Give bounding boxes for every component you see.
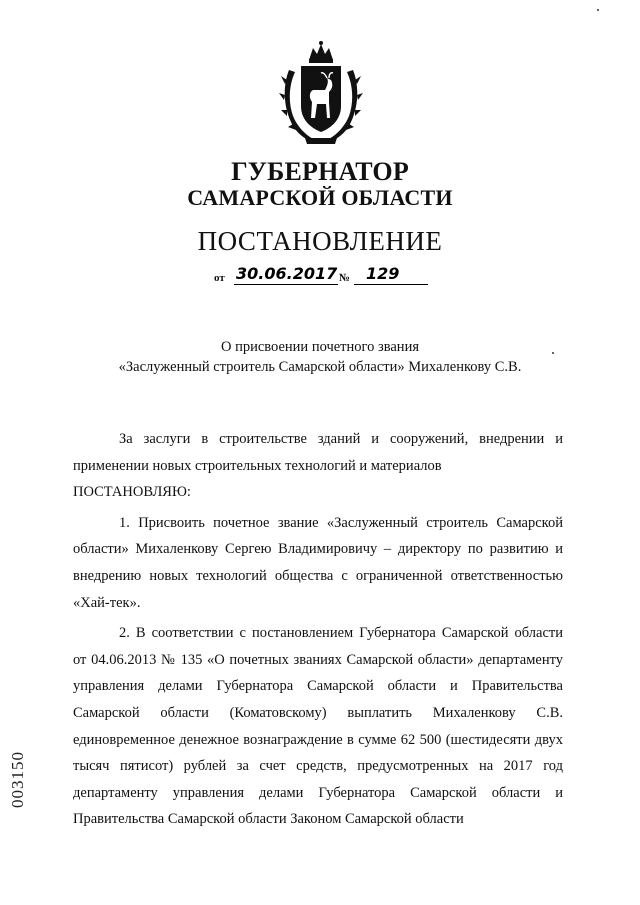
item-1-paragraph: 1. Присвоить почетное звание «Заслуженный строитель Самарской области» Михаленкову Сергею Владимировичу – директору по развитию и внедрению новых технологий общества с ограниченной ответственностью «Хай-тек». xyxy=(73,514,563,611)
number-label: № xyxy=(339,272,351,284)
scan-speck xyxy=(552,352,554,354)
number-underline xyxy=(354,284,428,285)
date-number-line xyxy=(214,266,434,288)
governor-title: ГУБЕРНАТОР xyxy=(231,157,409,186)
intro-paragraph: За заслуги в строительстве зданий и сооружений, внедрении и применении новых строительных технологий и материалов xyxy=(73,431,563,474)
subject-line-2: «Заслуженный строитель Самарской области» Михаленкову С.В. xyxy=(118,359,522,375)
coat-of-arms-icon xyxy=(279,40,363,148)
document-body xyxy=(73,426,563,833)
document-subject xyxy=(0,337,640,377)
subject-line-1: О присвоении почетного звания xyxy=(221,339,419,355)
document-type-title: ПОСТАНОВЛЕНИЕ xyxy=(197,226,443,256)
date-underline xyxy=(234,284,338,285)
scan-speck xyxy=(597,9,599,11)
region-title: САМАРСКОЙ ОБЛАСТИ xyxy=(187,185,453,210)
handwritten-date: 30.06.2017 xyxy=(236,264,338,283)
date-from-label: от xyxy=(214,272,225,284)
side-serial-number: 003150 xyxy=(8,751,27,808)
handwritten-number: 129 xyxy=(366,264,400,283)
decree-word: ПОСТАНОВЛЯЮ: xyxy=(73,484,191,501)
item-2-paragraph: 2. В соответствии с постановлением Губернатора Самарской области от 04.06.2013 № 135 «О почетных званиях Самарской области» департаменту управления делами Губернатора Самарской области и Правительства Самарской области (Коматовскому) выплатить Михаленкову С.В. единовременное денежное вознаграждение в сумме 62 500 (шестидесяти двух тысяч пятисот) рублей за счет средств, предусмотренных на 2017 год департаменту управления делами Губернатора Самарской области и Правительства Самарской области Законом Самарской области xyxy=(73,625,563,828)
